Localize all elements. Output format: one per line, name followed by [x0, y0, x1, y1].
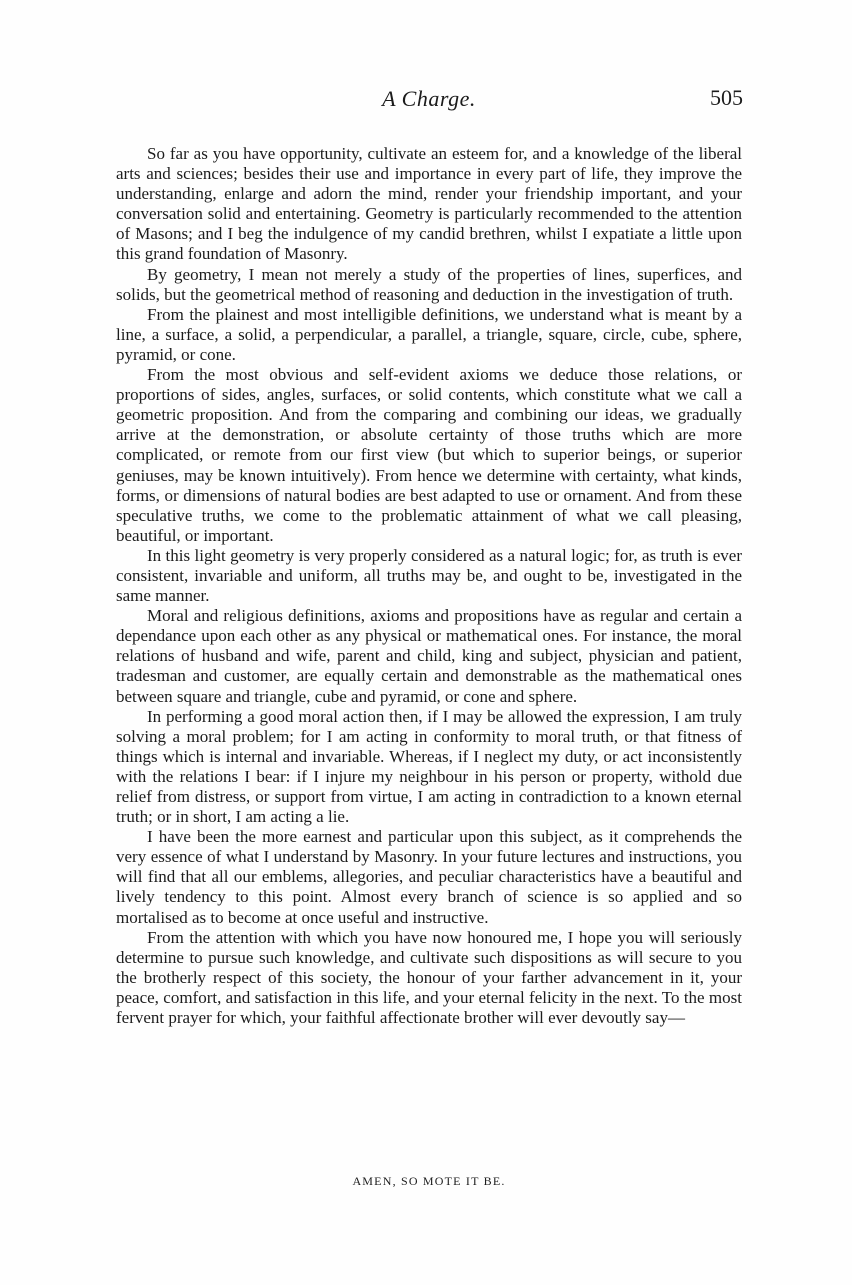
paragraph-liberal-arts: So far as you have opportunity, cultivate an esteem for, and a knowledge of the liberal arts and sciences; besides their use and importance in every part of life, they improve the understanding, enlarge and adorn the mind, render your friendship important, and your conversation solid and entertaining. Geometry is particularly recommended to the attention of Masons; and I beg the indulgence of my candid brethren, whilst I expatiate a little upon this grand foundation of Masonry.: [116, 144, 742, 264]
paragraph-moral-action: In performing a good moral action then, if I may be allowed the expression, I am truly solving a moral problem; for I am acting in conformity to moral truth, or that fitness of things which is internal and invariable. Whereas, if I neglect my duty, or act inconsistently with the relations I bear: if I injure my neighbour in his person or property, withold due relief from distress, or support from virtue, I am acting in contradiction to a known eternal truth; or in short, I am acting a lie.: [116, 706, 742, 827]
paragraph-closing-address: From the attention with which you have now honoured me, I hope you will seriously determine to pursue such knowledge, and cultivate such dispositions as will secure to you the brotherly respect of this society, the honour of your farther advancement in it, your peace, comfort, and satisfaction in this life, and your eternal felicity in the next. To the most fervent prayer for which, your faithful affectionate brother will ever devoutly say—: [116, 927, 742, 1028]
body-text: [116, 144, 742, 1028]
paragraph-definitions: From the plainest and most intelligible definitions, we understand what is meant by a line, a surface, a solid, a perpendicular, a parallel, a triangle, square, circle, cube, sphere, pyramid, or cone.: [116, 304, 742, 364]
paragraph-axioms: From the most obvious and self-evident axioms we deduce those relations, or proportions of sides, angles, surfaces, or solid contents, which constitute what we call a geometric proposition. And from the comparing and combining our ideas, we gradually arrive at the demonstration, or absolute certainty of those truths which are more complicated, or remote from our first view (but which to superior beings, or superior geniuses, may be known intuitively). From hence we determine with certainty, what kinds, forms, or dimensions of natural bodies are best adapted to use or ornament. And from these speculative truths, we come to the problematic attainment of what we call pleasing, beautiful, or important.: [116, 365, 742, 545]
paragraph-moral-definitions: Moral and religious definitions, axioms and propositions have as regular and certain a dependance upon each other as any physical or mathematical ones. For instance, the moral relations of husband and wife, parent and child, king and subject, physician and patient, tradesman and customer, are equally certain and demonstrable as the mathematical ones between square and triangle, cube and pyramid, or cone and sphere.: [116, 606, 742, 706]
running-title: A Charge.: [382, 86, 476, 111]
paragraph-masonry-essence: I have been the more earnest and particular upon this subject, as it comprehends the very essence of what I understand by Masonry. In your future lectures and instructions, you will find that all our emblems, allegories, and peculiar characteristics have a beautiful and lively tendency to this point. Almost every branch of science is so applied and so mortalised as to become at once useful and instructive.: [116, 827, 742, 927]
page-header: [115, 86, 743, 116]
closing-line: AMEN, SO MOTE IT BE.: [352, 1174, 506, 1188]
page-number: 505: [710, 85, 743, 110]
paragraph-natural-logic: In this light geometry is very properly considered as a natural logic; for, as truth is ever consistent, invariable and uniform, all truths may be, and ought to be, investigated in the same manner.: [116, 545, 742, 606]
paragraph-geometry-definition: By geometry, I mean not merely a study of the properties of lines, superfices, and solids, but the geometrical method of reasoning and deduction in the investigation of truth.: [116, 264, 742, 304]
